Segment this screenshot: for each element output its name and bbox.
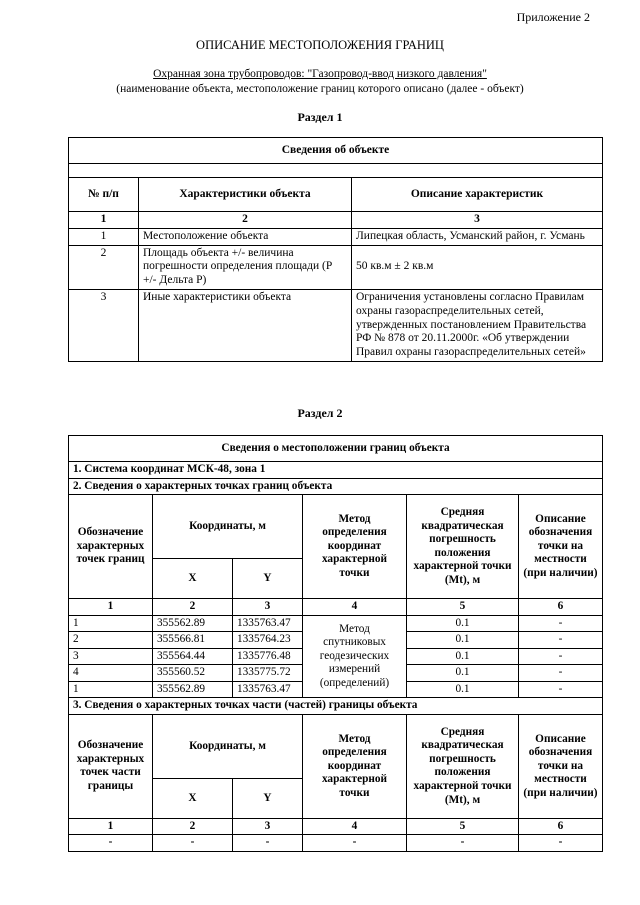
method-cell: Метод спутниковых геодезических измерений (определений) (303, 615, 407, 698)
object-info-table: Сведения об объекте № п/п Характеристики объекта Описание характеристик 1 2 3 1 Местоположение объекта Липецкая область, Усманский район, г. Усмань 2 Площадь объекта +/- величина погрешности определения площади (Р +/- Дельта Р) 50 кв.м ± 2 кв.м 3 Иные характеристики объекта Ограничения установлены согласно Правилам охраны газораспределительных сетей, утвержденных постановлением Правительства РФ № 878 от 20.11.2000г. «Об утверждении Правил охраны газораспределительных сетей» (68, 137, 603, 362)
table-row: - - - - - - (69, 835, 603, 852)
boundary-table: Сведения о местоположении границ объекта 1. Система координат МСК-48, зона 1 2. Сведения о характерных точках границ объекта Обозначение характерных точек границ Координаты, м Метод определения координат характерной точки Средняя квадратическая погрешность положения характерной точки (Mt), м Описание обозначения точки на местности (при наличии) X Y 1 2 3 4 5 6 1 355562.89 1335763.47 Метод спутниковых геодезических измерений (определений) 0.1 - 2 355566.81 1335764.23 0.1 - 3 355564.44 1335776.48 0.1 - 4 355560.52 1335775.72 0.1 - 1 355562.89 1335763.47 0.1 - 3. Сведения о характерных точках части (частей) границы объекта Обозначение характерных точек части границы Координаты, м Метод определения координат характерной точки Средняя квадратическая погрешность положения характерной точки (Mt), м Описание обозначения точки на местности (при наличии) X Y 1 2 3 4 5 6 - - - - - - (68, 435, 603, 852)
col-header-desc: Описание характеристик (352, 178, 603, 212)
table-row: 4 355560.52 1335775.72 0.1 - (69, 665, 603, 682)
points-subtitle: 2. Сведения о характерных точках границ объекта (69, 478, 603, 495)
table-row: 2 355566.81 1335764.23 0.1 - (69, 632, 603, 649)
section1-title: Раздел 1 (297, 110, 343, 124)
object-subtitle: (наименование объекта, местоположение границ которого описано (далее - объект) (116, 83, 524, 95)
col-header-char: Характеристики объекта (139, 178, 352, 212)
coord-system: 1. Система координат МСК-48, зона 1 (69, 462, 603, 479)
part-points-subtitle: 3. Сведения о характерных точках части (частей) границы объекта (69, 698, 603, 715)
table-row: 1 355562.89 1335763.47 Метод спутниковых геодезических измерений (определений) 0.1 - (69, 615, 603, 632)
table-row: 1 355562.89 1335763.47 0.1 - (69, 681, 603, 698)
annex-label: Приложение 2 (516, 10, 590, 24)
section2-title: Раздел 2 (297, 406, 343, 420)
table-title: Сведения о местоположении границ объекта (69, 436, 603, 462)
table-row: 3 Иные характеристики объекта Ограничения установлены согласно Правилам охраны газораспределительных сетей, утвержденных постановлением Правительства РФ № 878 от 20.11.2000г. «Об утверждении Правил охраны газораспределительных сетей» (69, 289, 603, 361)
table-row: 2 Площадь объекта +/- величина погрешности определения площади (Р +/- Дельта Р) 50 кв.м ± 2 кв.м (69, 245, 603, 289)
col-header-num: № п/п (69, 178, 139, 212)
table-row: 1 Местоположение объекта Липецкая область, Усманский район, г. Усмань (69, 228, 603, 245)
table-row: 3 355564.44 1335776.48 0.1 - (69, 648, 603, 665)
object-name: Охранная зона трубопроводов: "Газопровод-ввод низкого давления" (153, 68, 487, 80)
table-title: Сведения об объекте (69, 138, 603, 164)
document-title: ОПИСАНИЕ МЕСТОПОЛОЖЕНИЯ ГРАНИЦ (196, 38, 444, 52)
